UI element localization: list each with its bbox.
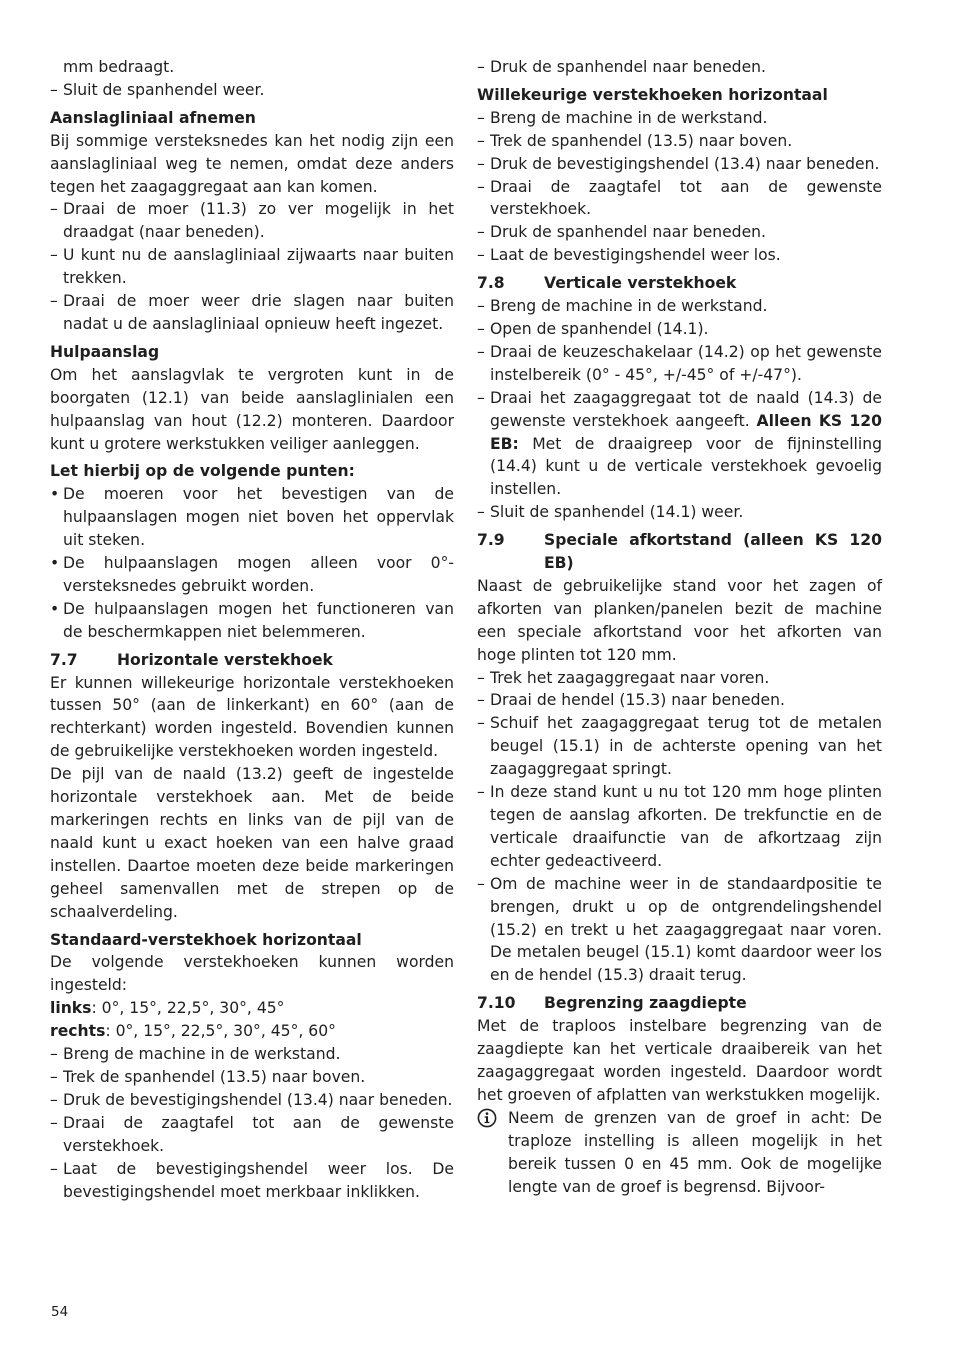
section-heading-7-8: 7.8 Verticale verstekhoek	[477, 274, 737, 293]
angles-links: links: 0°, 15°, 22,5°, 30°, 45°	[50, 999, 285, 1018]
page-number: 54	[51, 1304, 69, 1320]
paragraph: Met de traploos instelbare begrenzing van de zaagdiepte kan het verticale draaibereik van het zaagaggregaat worden ingesteld. Daardoor wordt het groeven of afplatten van werkstukken mogelijk.	[477, 1017, 882, 1104]
paragraph: Bij sommige versteksnedes kan het nodig zijn een aanslagliniaal weg te nemen, omdat deze anders tegen het zaagaggregaat aan kan komen.	[50, 131, 454, 196]
list-item: – Druk de bevestigingshendel (13.4) naar beneden.	[477, 154, 880, 173]
list-item: – Draai de moer (11.3) zo ver mogelijk in het draadgat (naar beneden).	[50, 200, 454, 242]
subheading-aanslagliniaal: Aanslagliniaal afnemen	[50, 108, 256, 127]
list-item: – Draai de keuzeschakelaar (14.2) op het gewenste instelbereik (0° - 45°, +/-45° of +/-47°).	[477, 342, 882, 384]
list-item: – Trek de spanhendel (13.5) naar boven.	[50, 1067, 366, 1086]
right-column	[477, 56, 882, 1198]
paragraph: De volgende verstekhoeken kunnen worden ingesteld:	[50, 953, 454, 995]
list-item: – In deze stand kunt u nu tot 120 mm hoge plinten tegen de aanslag afkorten. De trekfunctie en de verticale draaifunctie van de afkortzaag zijn echter gedeactiveerd.	[477, 783, 882, 870]
section-heading-7-10: 7.10 Begrenzing zaagdiepte	[477, 994, 747, 1013]
paragraph: Er kunnen willekeurige horizontale verstekhoeken tussen 50° (aan de linkerkant) en 60° (aan de rechterkant) worden ingesteld. Bovendien kunnen de gebruikelijke verstekhoeken worden ingesteld.	[50, 673, 454, 761]
list-item: – U kunt nu de aanslagliniaal zijwaarts naar buiten trekken.	[50, 246, 454, 288]
paragraph: Om het aanslagvlak te vergroten kunt in de boorgaten (12.1) van beide aanslaglinialen een hulpaanslag van hout (12.2) monteren. Daardoor kunt u grotere werkstukken veiliger aanleggen.	[50, 365, 454, 453]
list-item: – Draai de hendel (15.3) naar beneden.	[477, 691, 785, 710]
list-item: – Druk de bevestigingshendel (13.4) naar beneden.	[50, 1090, 453, 1109]
info-icon	[477, 1108, 497, 1128]
list-item: – Draai de zaagtafel tot aan de gewenste verstekhoek.	[50, 1113, 454, 1155]
list-item: – Druk de spanhendel naar beneden.	[477, 223, 767, 242]
list-item: – Breng de machine in de werkstand.	[477, 297, 768, 316]
list-item: – Laat de bevestigingshendel weer los.	[477, 246, 781, 265]
list-item: – Om de machine weer in de standaardpositie te brengen, drukt u op de ontgrendelingshendel (15.2) en trekt u het zaagaggregaat naar voren. De metalen beugel (15.1) komt daardoor weer los en de hendel (15.3) draait terug.	[477, 874, 882, 985]
subheading-willekeurige: Willekeurige verstekhoeken horizontaal	[477, 85, 828, 104]
list-item: – Schuif het zaagaggregaat terug tot de metalen beugel (15.1) in de achterste opening van het zaagaggregaat springt.	[477, 714, 882, 779]
section-heading-7-9: 7.9 Speciale afkortstand (alleen KS 120 EB)	[477, 531, 882, 573]
list-item: – Draai het zaagaggregaat tot de naald (14.3) de gewenste verstekhoek aangeeft. Alleen KS 120 EB: Met de draaigreep voor de fijninstelling (14.4) kunt u de verticale verstekhoek gevoelig instellen.	[477, 388, 882, 499]
list-item: – Trek de spanhendel (13.5) naar boven.	[477, 131, 793, 150]
paragraph: De pijl van de naald (13.2) geeft de ingestelde horizontale verstekhoek aan. Met de beide markeringen rechts en links van de pijl van de naald kunt u exact hoeken van een halve graad instellen. Daartoe moeten deze beide markeringen geheel samenvallen met de strepen op de schaalverdeling.	[50, 765, 454, 921]
list-item: – Trek het zaagaggregaat naar voren.	[477, 668, 770, 687]
list-item: mm bedraagt.	[63, 58, 175, 76]
angles-rechts: rechts: 0°, 15°, 22,5°, 30°, 45°, 60°	[50, 1022, 336, 1041]
paragraph: Naast de gebruikelijke stand voor het zagen of afkorten van planken/panelen bezit de machine een speciale afkortstand voor het afkorten van hoge plinten tot 120 mm.	[477, 576, 882, 664]
list-item: – Draai de zaagtafel tot aan de gewenste verstekhoek.	[477, 177, 882, 219]
subheading-let-op: Let hierbij op de volgende punten:	[50, 462, 355, 481]
list-item: – Sluit de spanhendel weer.	[50, 80, 265, 99]
left-column	[50, 56, 454, 1203]
bullet-item: • De moeren voor het bevestigen van de hulpaanslagen mogen niet boven het oppervlak uit steken.	[50, 485, 454, 550]
section-heading-7-7: 7.7 Horizontale verstekhoek	[50, 650, 333, 669]
list-item: – Sluit de spanhendel (14.1) weer.	[477, 503, 744, 522]
list-item: – Draai de moer weer drie slagen naar buiten nadat u de aanslagliniaal opnieuw heeft ingezet.	[50, 292, 454, 333]
list-item: – Breng de machine in de werkstand.	[477, 108, 768, 127]
subheading-standaard: Standaard-verstekhoek horizontaal	[50, 930, 362, 949]
info-note: Neem de grenzen van de groef in acht: De traploze instelling is alleen mogelijk in het bereik tussen 0 en 45 mm. Ook de mogelijke lengte van de groef is begrensd. Bijvoor-	[477, 1107, 882, 1199]
list-item: – Breng de machine in de werkstand.	[50, 1045, 341, 1064]
bullet-item: • De hulpaanslagen mogen alleen voor 0°-versteksnedes gebruikt worden.	[50, 554, 454, 595]
list-item: – Open de spanhendel (14.1).	[477, 319, 709, 338]
bullet-item: • De hulpaanslagen mogen het functioneren van de beschermkappen niet belemmeren.	[50, 599, 454, 641]
list-item: – Laat de bevestigingshendel weer los. De bevestigingshendel moet merkbaar inklikken.	[50, 1159, 454, 1201]
list-item: – Druk de spanhendel naar beneden.	[477, 58, 767, 76]
subheading-hulpaanslag: Hulpaanslag	[50, 342, 160, 361]
